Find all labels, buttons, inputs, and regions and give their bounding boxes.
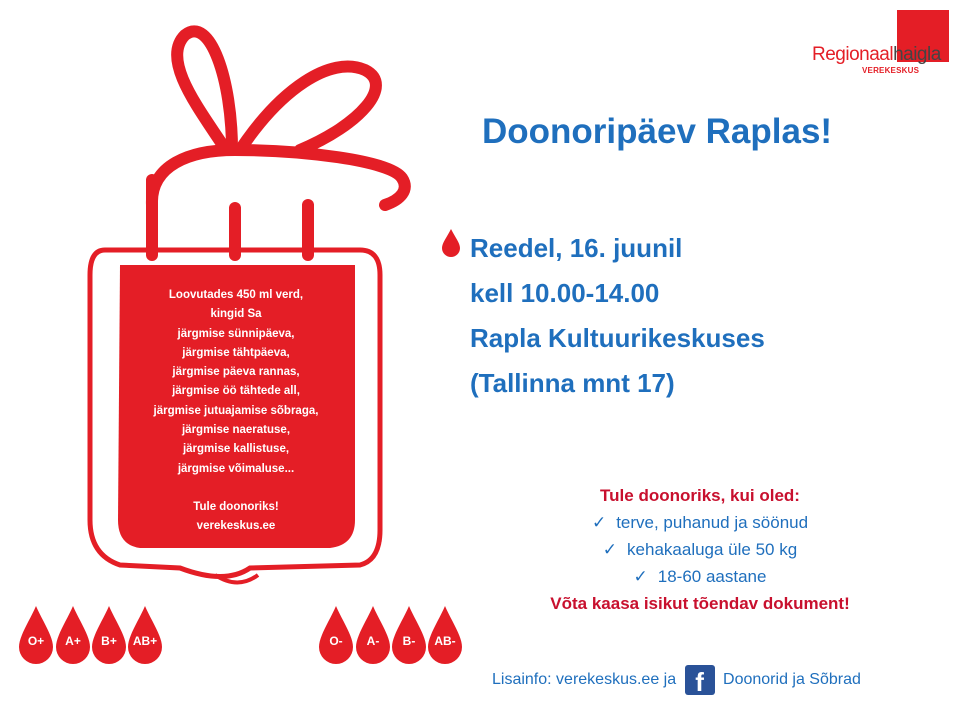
requirements-note: Võta kaasa isikut tõendav dokument! — [550, 594, 850, 613]
requirement-item — [460, 563, 940, 590]
page-title: Doonoripäev Raplas! — [482, 112, 833, 151]
blood-type-drop — [391, 606, 427, 664]
event-details — [470, 226, 765, 406]
event-time: kell 10.00-14.00 — [470, 278, 660, 308]
bag-line: järgmise võimaluse... — [177, 462, 295, 475]
blood-type-label: B- — [402, 634, 416, 648]
bag-line: järgmise kallistuse, — [182, 443, 290, 456]
requirement-text: 18-60 aastane — [657, 567, 767, 586]
bag-line: järgmise öö tähtede all, — [172, 385, 300, 398]
blood-drop-icon — [440, 228, 462, 258]
blood-type-drop — [427, 606, 463, 664]
requirement-text: terve, puhanud ja söönud — [616, 513, 809, 532]
footer-and: ja — [663, 671, 677, 689]
event-venue: Rapla Kultuurikeskuses — [470, 323, 765, 353]
facebook-page-name[interactable]: Doonorid ja Sõbrad — [723, 671, 861, 689]
blood-type-drop — [355, 606, 391, 664]
blood-type-drop — [55, 606, 91, 664]
footer-info — [492, 665, 861, 695]
bag-message — [125, 286, 347, 537]
blood-type-label: A+ — [65, 634, 81, 648]
blood-type-label: O+ — [27, 634, 45, 648]
logo-part-1: Regionaal — [812, 44, 894, 65]
bag-line: Loovutades 450 ml verd, — [168, 289, 304, 301]
bag-line: järgmise jutuajamise sõbraga, — [153, 404, 319, 417]
blood-type-drop — [127, 606, 163, 664]
footer-prefix: Lisainfo: — [492, 671, 552, 689]
check-icon: ✓ — [591, 513, 607, 532]
blood-type-drop — [91, 606, 127, 664]
requirement-item — [460, 509, 940, 536]
requirements — [460, 482, 940, 617]
logo-part-2: haigla — [893, 44, 941, 65]
blood-type-label: B+ — [101, 634, 117, 648]
blood-type-drop — [318, 606, 354, 664]
blood-type-label: O- — [329, 634, 343, 648]
bag-line: järgmise naeratuse, — [181, 424, 291, 437]
footer-link[interactable]: verekeskus.ee — [556, 671, 660, 689]
facebook-icon[interactable]: f — [685, 665, 715, 695]
requirements-heading: Tule doonoriks, kui oled: — [600, 486, 800, 505]
bag-line: kingid Sa — [210, 308, 262, 321]
blood-type-label: AB+ — [132, 634, 158, 648]
blood-type-label: A- — [366, 634, 380, 648]
requirement-text: kehakaaluga üle 50 kg — [627, 540, 798, 559]
blood-type-label: AB- — [434, 634, 456, 648]
check-icon: ✓ — [602, 540, 618, 559]
blood-type-drop — [18, 606, 54, 664]
logo-subtitle: VEREKESKUS — [862, 66, 920, 75]
bag-website: verekeskus.ee — [196, 520, 276, 533]
event-address: (Tallinna mnt 17) — [470, 368, 675, 398]
logo — [812, 44, 952, 66]
requirement-item — [460, 536, 940, 563]
bag-line: järgmise päeva rannas, — [172, 366, 300, 379]
check-icon: ✓ — [633, 567, 648, 586]
event-date: Reedel, 16. juunil — [470, 233, 683, 263]
bag-line: järgmise sünnipäeva, — [177, 327, 295, 340]
bag-line: järgmise tähtpäeva, — [182, 346, 290, 359]
bag-cta: Tule doonoriks! — [193, 500, 279, 513]
